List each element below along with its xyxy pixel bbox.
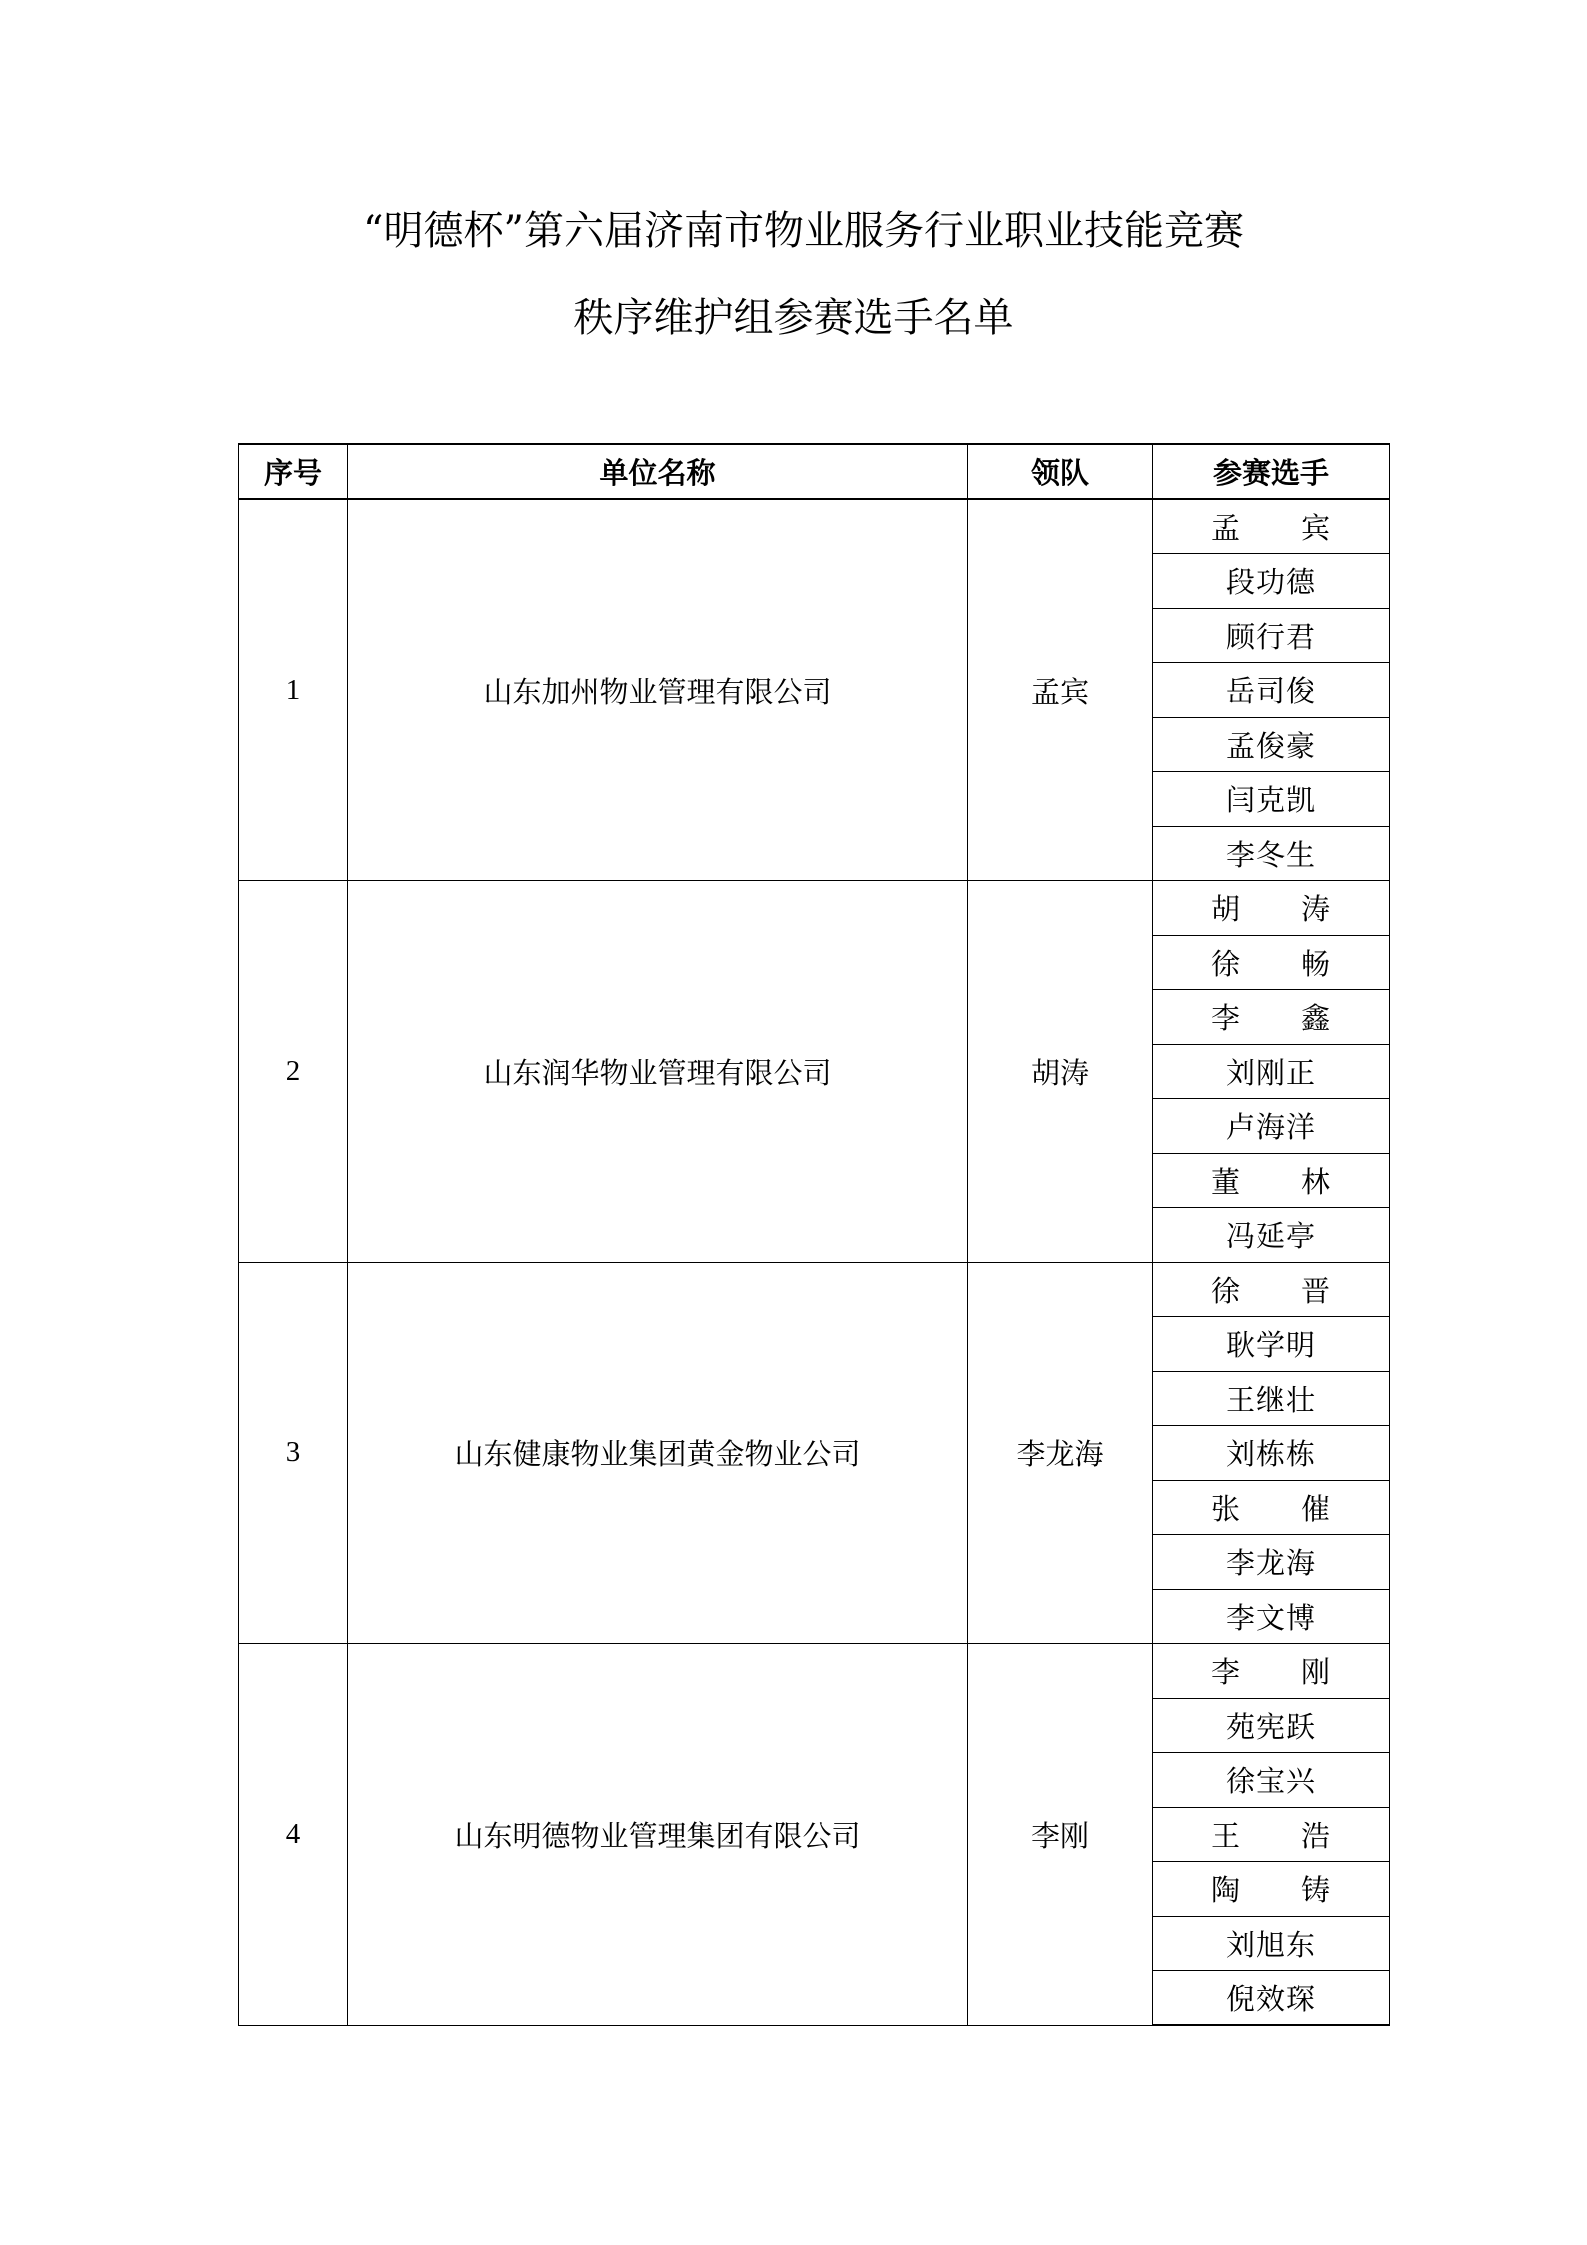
team-leader: 李刚 <box>968 1644 1153 2026</box>
player-name: 苑宪跃 <box>1153 1698 1390 1753</box>
player-name: 刘刚正 <box>1153 1044 1390 1099</box>
player-name: 刘栋栋 <box>1153 1426 1390 1481</box>
player-name: 闫克凯 <box>1153 772 1390 827</box>
player-name: 徐 晋 <box>1153 1262 1390 1317</box>
player-name: 李 鑫 <box>1153 990 1390 1045</box>
document-subtitle: 秩序维护组参赛选手名单 <box>573 295 1014 341</box>
group-index: 3 <box>239 1262 348 1644</box>
table-row <box>239 1262 1390 1317</box>
header-index: 序号 <box>239 444 348 499</box>
unit-name: 山东润华物业管理有限公司 <box>348 881 968 1263</box>
player-name: 孟 宾 <box>1153 499 1390 554</box>
player-name: 王 浩 <box>1153 1807 1390 1862</box>
document-title: “明德杯”第六届济南市物业服务行业职业技能竞赛 <box>363 208 1244 254</box>
player-name: 李冬生 <box>1153 826 1390 881</box>
unit-name: 山东加州物业管理有限公司 <box>348 499 968 881</box>
player-name: 徐宝兴 <box>1153 1753 1390 1808</box>
table-row <box>239 499 1390 554</box>
team-leader: 孟宾 <box>968 499 1153 881</box>
team-leader: 李龙海 <box>968 1262 1153 1644</box>
unit-name: 山东明德物业管理集团有限公司 <box>348 1644 968 2026</box>
header-leader: 领队 <box>968 444 1153 499</box>
player-name: 王继壮 <box>1153 1371 1390 1426</box>
player-name: 李 刚 <box>1153 1644 1390 1699</box>
player-name: 耿学明 <box>1153 1317 1390 1372</box>
player-name: 卢海洋 <box>1153 1099 1390 1154</box>
player-name: 李文博 <box>1153 1589 1390 1644</box>
roster-table <box>238 443 1390 2026</box>
group-index: 2 <box>239 881 348 1263</box>
table-row <box>239 1644 1390 1699</box>
table-row <box>239 881 1390 936</box>
player-name: 董 林 <box>1153 1153 1390 1208</box>
team-leader: 胡涛 <box>968 881 1153 1263</box>
player-name: 冯延亭 <box>1153 1208 1390 1263</box>
group-index: 4 <box>239 1644 348 2026</box>
player-name: 岳司俊 <box>1153 663 1390 718</box>
player-name: 刘旭东 <box>1153 1916 1390 1971</box>
player-name: 段功德 <box>1153 554 1390 609</box>
player-name: 胡 涛 <box>1153 881 1390 936</box>
player-name: 孟俊豪 <box>1153 717 1390 772</box>
group-index: 1 <box>239 499 348 881</box>
unit-name: 山东健康物业集团黄金物业公司 <box>348 1262 968 1644</box>
player-name: 陶 铸 <box>1153 1862 1390 1917</box>
header-players: 参赛选手 <box>1153 444 1390 499</box>
player-name: 张 催 <box>1153 1480 1390 1535</box>
player-name: 李龙海 <box>1153 1535 1390 1590</box>
table-header-row <box>239 444 1390 499</box>
player-name: 徐 畅 <box>1153 935 1390 990</box>
player-name: 倪效琛 <box>1153 1971 1390 2026</box>
header-unit: 单位名称 <box>348 444 968 499</box>
player-name: 顾行君 <box>1153 608 1390 663</box>
